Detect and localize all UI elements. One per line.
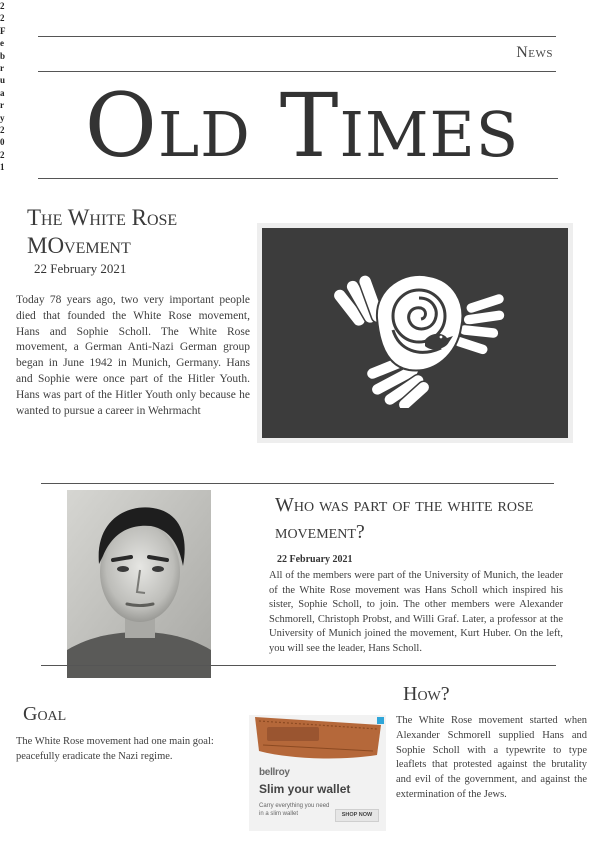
lead-article-body: Today 78 years ago, two very important people died that founded the White Rose movement, Hans and Sophie Scholl. The White Rose movement, a German Anti-Nazi German group began in June 1942 in Munich, Germany. Hans and Sophie were once part of the Hitler Youth. Hans was part of the Hitler Youth only because he wanted to pursue a career in Wehrmacht	[16, 294, 250, 417]
wallet-advertisement[interactable]	[249, 715, 386, 831]
members-article-date: 22 February 2021	[277, 554, 353, 565]
lead-article-heading: The White Rose MOvement	[27, 205, 178, 258]
hans-scholl-photo	[67, 490, 211, 678]
masthead-bottom-rule	[38, 178, 558, 179]
goal-heading: Goal	[23, 703, 67, 725]
rose-emblem	[262, 228, 568, 438]
vertical-date: 22 February 2021	[0, 1, 6, 173]
ad-subtext: Carry everything you need in a slim wallet	[259, 803, 330, 817]
how-body: The White Rose movement started when Alexander Schmorell supplied Hans and Sophie Scholl with a typewrite to type leaflets that protested against the brutality and evil of the government, and against the extermination of the Jews.	[396, 715, 587, 800]
header-rule	[38, 71, 556, 72]
lead-article-date: 22 February 2021	[34, 261, 127, 276]
section-rule	[41, 483, 554, 484]
ad-headline: Slim your wallet	[259, 782, 351, 796]
ad-choices-icon[interactable]	[377, 717, 384, 724]
goal-body: The White Rose movement had one main goal: peacefully eradicate the Nazi regime.	[16, 736, 214, 762]
wallet-image	[249, 715, 386, 761]
header-top-rule	[38, 36, 556, 37]
members-article-body: All of the members were part of the University of Munich, the leader of the White Rose movement was Hans Scholl which inspired his sister, Sophie Scholl, to join. The other members were Alexander Schmorell, Christoph Probst, and Willi Graf. Later, a professor at the University of Munich joined the movement, Kurt Huber. On the left, you will see the leader, Hans Scholl.	[269, 570, 563, 654]
white-rose-icon	[325, 258, 505, 408]
ad-brand-logo: bellroy	[259, 767, 290, 778]
white-rose-image	[257, 223, 573, 443]
masthead-title: Old Times	[84, 74, 520, 177]
ad-shop-now-button[interactable]: SHOP NOW	[335, 809, 379, 822]
members-article-heading: Who was part of the white rose movement?	[275, 494, 534, 543]
lower-section-rule	[41, 665, 556, 666]
section-label: News	[516, 44, 553, 61]
how-heading: How?	[403, 683, 450, 705]
